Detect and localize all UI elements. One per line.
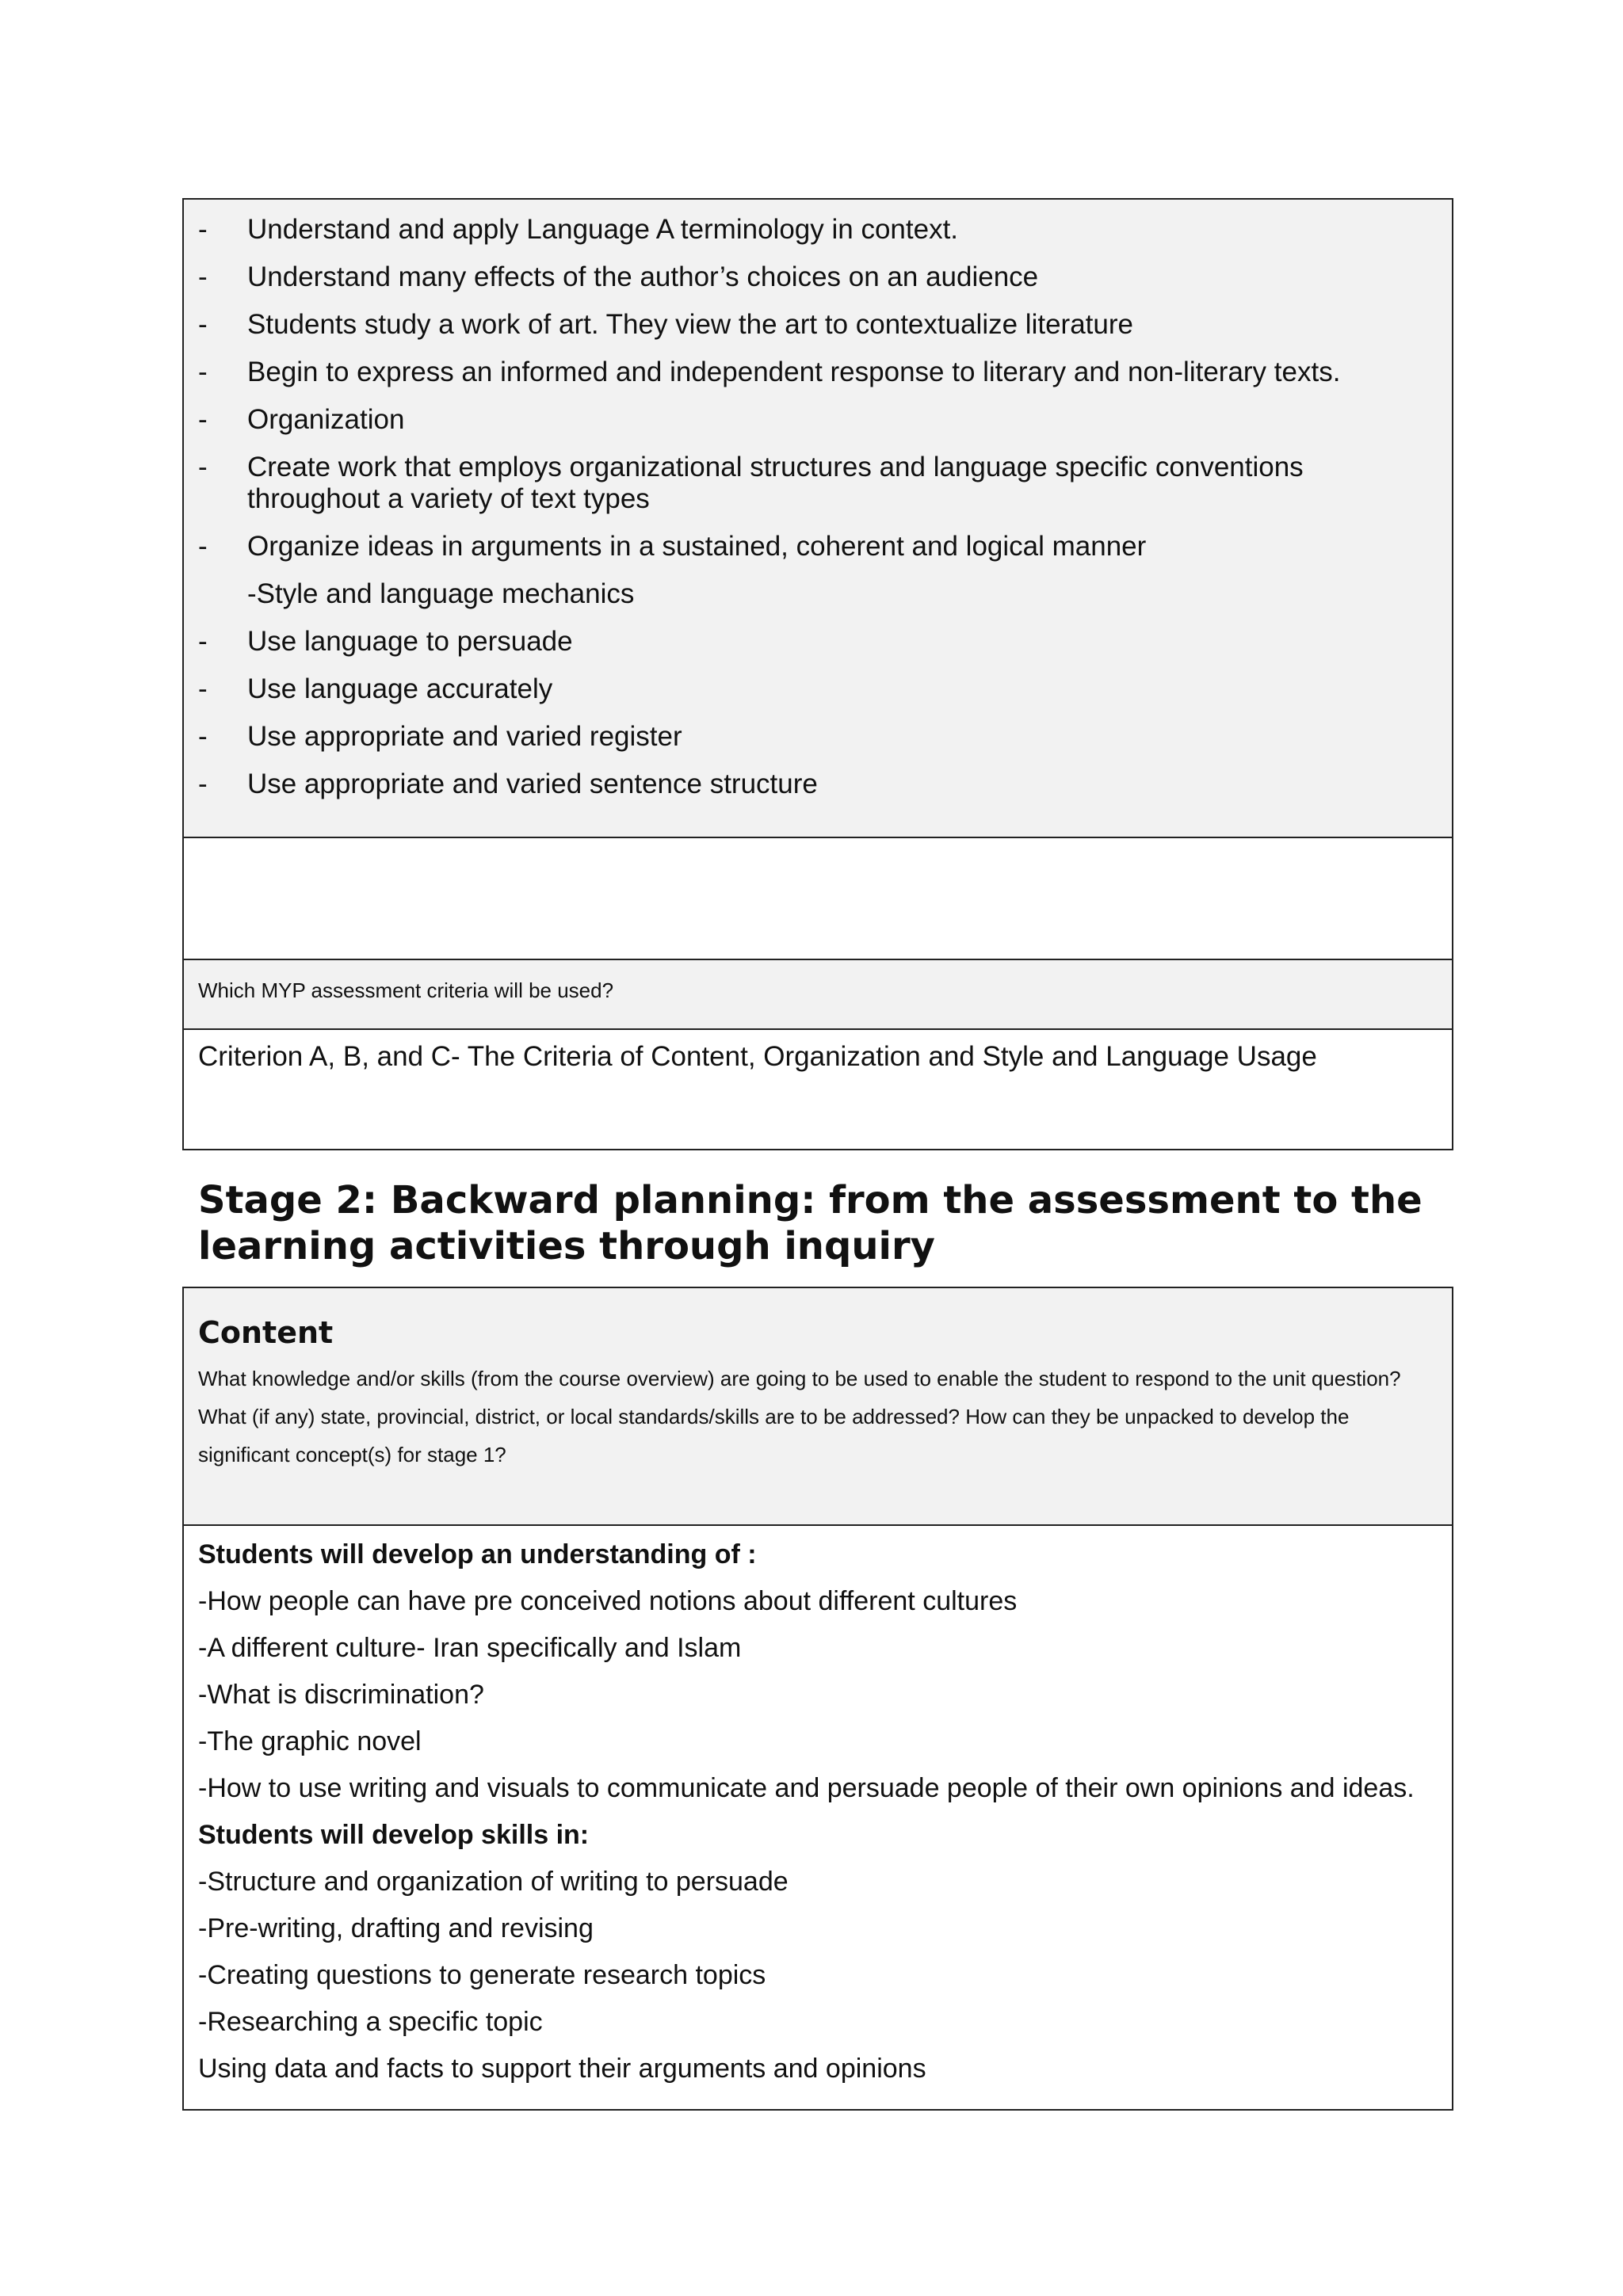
content-line: Using data and facts to support their arguments and opinions: [198, 2054, 926, 2084]
content-header-cell: [184, 1288, 1452, 1524]
content-line: -A different culture- Iran specifically and Islam: [198, 1633, 742, 1663]
content-line: -Researching a specific topic: [198, 2007, 543, 2037]
objective-item: - Use appropriate and varied sentence structure: [198, 769, 818, 799]
objective-item: - Organization: [198, 404, 405, 435]
content-line: -Creating questions to generate research topics: [198, 1960, 766, 1990]
content-question-2: What (if any) state, provincial, district, or local standards/skills are to be addressed? How can they be unpacked to develop the significant concept(s) for stage 1?: [198, 1405, 1350, 1466]
content-line: -How to use writing and visuals to communicate and persuade people of their own opinions and ideas.: [198, 1773, 1415, 1803]
stage2-heading: Stage 2: Backward planning: from the assessment to the learning activities through inquiry: [198, 1178, 1423, 1268]
objective-item: - Use language accurately: [198, 673, 553, 704]
objective-item: - Use appropriate and varied register: [198, 721, 682, 752]
objective-item: - Begin to express an informed and independent response to literary and non-literary texts.: [198, 357, 1341, 387]
objectives-cell: [184, 200, 1452, 837]
content-line: -What is discrimination?: [198, 1680, 484, 1710]
content-line: -Structure and organization of writing to persuade: [198, 1867, 789, 1897]
objectives-table: [182, 198, 1453, 1150]
criteria-question-cell: [184, 959, 1452, 1028]
objective-item: -Style and language mechanics: [247, 578, 635, 609]
objectives-list: [184, 200, 1452, 800]
content-line: -Pre-writing, drafting and revising: [198, 1913, 594, 1943]
content-question-1: What knowledge and/or skills (from the course overview) are going to be used to enable the student to respond to the unit question?: [198, 1367, 1401, 1390]
content-lines: [184, 1526, 1452, 2084]
objective-item: - Create work that employs organizational structures and language specific conventions throughout a variety of text types: [198, 452, 1304, 514]
content-body-cell: [184, 1524, 1452, 2109]
criteria-question: Which MYP assessment criteria will be used?: [198, 978, 614, 1002]
content-line: -The graphic novel: [198, 1726, 422, 1756]
content-line: Students will develop an understanding of :: [198, 1539, 757, 1569]
objective-item: - Understand many effects of the author’s choices on an audience: [198, 261, 1039, 292]
content-line: Students will develop skills in:: [198, 1820, 590, 1850]
content-line: -How people can have pre conceived notions about different cultures: [198, 1586, 1018, 1616]
content-table: [182, 1287, 1453, 2111]
criteria-answer: Criterion A, B, and C- The Criteria of Content, Organization and Style and Language Usage: [198, 1041, 1317, 1072]
empty-cell: [184, 837, 1452, 959]
objective-item: - Students study a work of art. They view the art to contextualize literature: [198, 309, 1133, 340]
objective-item: - Use language to persuade: [198, 626, 573, 657]
content-title: Content: [198, 1315, 334, 1350]
objective-item: - Understand and apply Language A terminology in context.: [198, 214, 959, 245]
objective-item: - Organize ideas in arguments in a sustained, coherent and logical manner: [198, 531, 1147, 562]
criteria-answer-cell: [184, 1028, 1452, 1150]
